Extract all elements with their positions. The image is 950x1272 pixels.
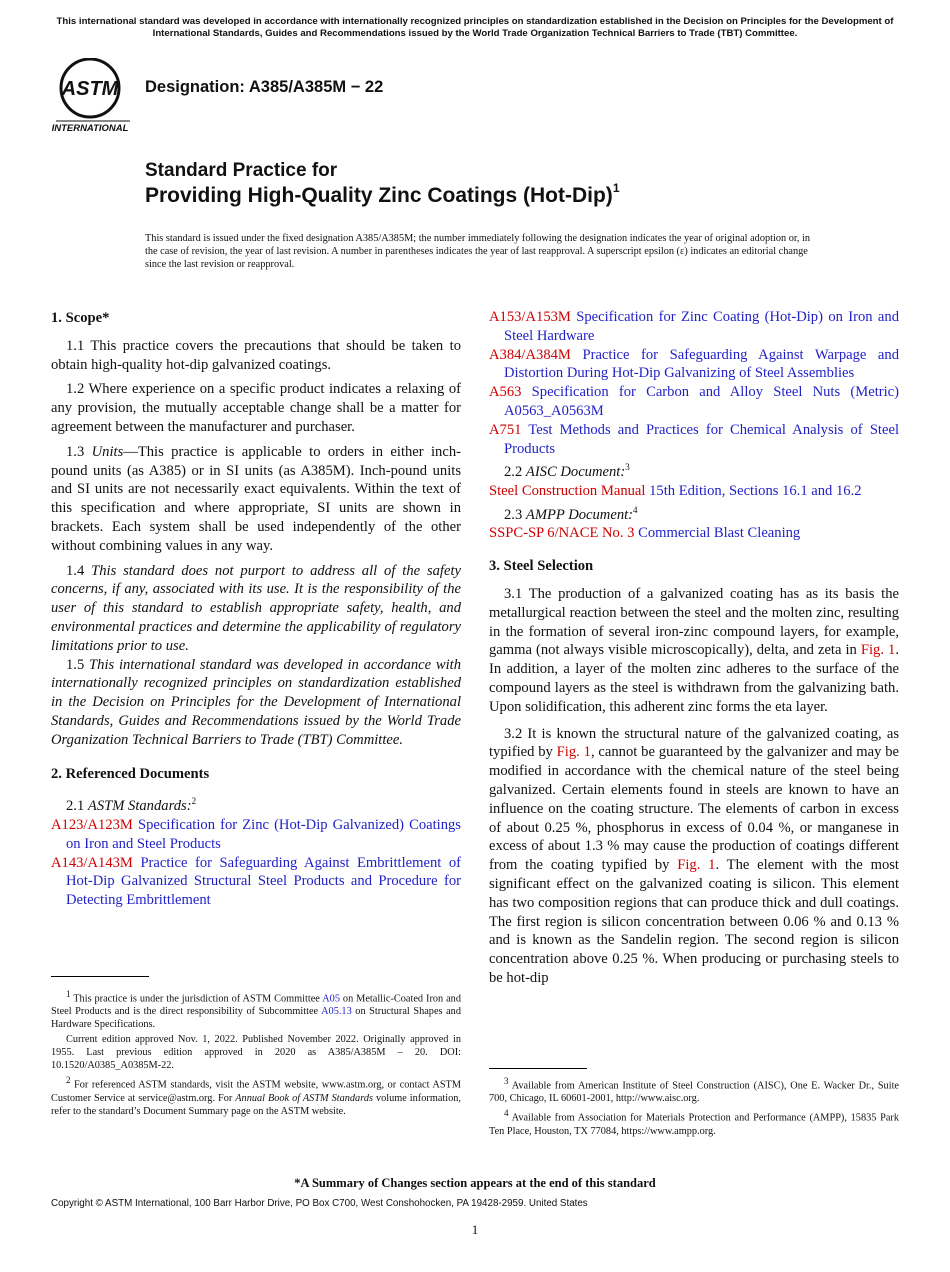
astm-standards-label: 2.1 ASTM Standards:$^2$: [66, 796, 197, 815]
reference-a751[interactable]: A751 Test Methods and Practices for Chemical Analysis of Steel Products: [489, 421, 899, 457]
fig-1-link[interactable]: Fig. 1: [677, 857, 716, 874]
footnote-1-edition: Current edition approved Nov. 1, 2022. Published November 2022. Originally approved in 1955. Last previous edition approved in 2020 as A385/A385M – 20. DOI: 10.1520/A0385_A0385M-22.: [51, 1034, 461, 1072]
issued-note: This standard is issued under the fixed designation A385/A385M; the number immediately following the designation indicates the year of original adoption or, in the case of revision, the year of last revision. A number in parentheses indicates the year of last reapproval. A superscript epsilon (ε) indicates an editorial change since the last revision or reapproval.: [145, 233, 811, 270]
footnote-rule-right: [489, 1068, 587, 1069]
para-1-1: 1.1 This practice covers the precautions that should be taken to obtain high-quality hot-dip galvanized coatings.: [51, 337, 461, 373]
reference-a384[interactable]: A384/A384M Practice for Safeguarding Against Warpage and Distortion During Hot-Dip Galvanizing of Steel Assemblies: [489, 346, 900, 382]
header-note: This international standard was developed in accordance with internationally recognized principles on standardization established in the Decision on Principles for the Development of International Standards, Guides and Recommendations issued by the World Trade Organization Technical Barriers to Trade (TBT) Committee.: [56, 16, 894, 39]
link-a05[interactable]: A05: [322, 993, 340, 1005]
reference-a563[interactable]: A563 Specification for Carbon and Alloy Steel Nuts (Metric) A0563_A0563M: [489, 384, 899, 419]
fig-1-link[interactable]: Fig. 1: [860, 642, 896, 659]
para-3-2: 3.2 It is known the structural nature of the galvanized coating, as typified by Fig. 1, cannot be guaranteed by the galvanizer and may be modified in accordance with the chemical nature of the steel being galvanized. Certain elements found in steels are known to have an influence on the coating structure. The elements of carbon in excess of about 0.25 %, phosphorus in excess of 0.04 %, or manganese in excess of about 1.3 % may cause the production of coatings different from the coating typified by Fig. 1. The element with the most significant effect on the galvanized coating is silicon. This element has two composition regions that can produce thick and dull coatings. The first region is silicon concentration between 0.06 % and 0.13 % and is known as the Sandelin region. The second region is silicon concentration above 0.25 %. When producing or purchasing steels to be hot-dip: [489, 725, 899, 987]
para-1-2: 1.2 Where experience on a specific product indicates a relaxing of any provision, the mutually acceptable change shall be a matter for agreement between the manufacturer and purchaser.: [51, 381, 461, 435]
fig-1-link[interactable]: Fig. 1: [556, 744, 591, 761]
footnote-1: $^1$ This practice is under the jurisdiction of ASTM Committee A05 on Metallic-Coated Iron and Steel Products and is the direct responsibility of Subcommittee A05.13 on Structural Shapes and Hardware Specifications.: [51, 989, 461, 1031]
section-3-heading: 3. Steel Selection: [489, 558, 594, 575]
footnote-4: $^4$ Available from Association for Materials Protection and Performance (AMPP), 15835 Park Ten Place, Houston, TX 77084, https://www.ampp.org.: [489, 1108, 899, 1137]
section-2-heading: 2. Referenced Documents: [51, 765, 210, 782]
title-line-1: Standard Practice for: [145, 160, 338, 181]
para-3-1: 3.1 The production of a galvanized coating has as its basis the metallurgical reaction between the steel and the molten zinc, resulting in the formation of several iron-zinc compound layers, for example, gamma (not always visible microscopically), delta, and zeta in Fig. 1. In addition, a layer of the molten zinc adheres to the surface of the compound layers as the steel is withdrawn from the galvanizing bath. Upon solidification, this adherent zinc forms the eta layer.: [489, 586, 899, 715]
summary-of-changes-note: *A Summary of Changes section appears at the end of this standard: [294, 1176, 656, 1190]
ampp-document-label: 2.3 AMPP Document:$^4$: [504, 504, 638, 523]
title-line-2: Providing High-Quality Zinc Coatings $(Hot-Dip)^1$: [145, 181, 620, 207]
astm-logo: [52, 58, 134, 134]
svg-text:INTERNATIONAL: INTERNATIONAL: [52, 123, 129, 134]
copyright: Copyright © ASTM International, 100 Barr Harbor Drive, PO Box C700, West Conshohocken, PA 19428-2959. United States: [51, 1198, 588, 1209]
reference-steel-construction-manual[interactable]: Steel Construction Manual 15th Edition, Sections 16.1 and 16.2: [489, 483, 862, 500]
link-a05-13[interactable]: A05.13: [321, 1006, 352, 1018]
reference-a123[interactable]: A123/A123M Specification for Zinc (Hot-Dip Galvanized) Coatings on Iron and Steel Products: [51, 816, 461, 852]
reference-a143[interactable]: A143/A143M Practice for Safeguarding Against Embrittlement of Hot-Dip Galvanized Structural Steel Products and Procedure for Detecting Embrittlement: [51, 854, 461, 909]
para-1-4: 1.4 This standard does not purport to address all of the safety concerns, if any, associated with its use. It is the responsibility of the user of this standard to establish appropriate safety, health, and environmental practices and determine the applicability of regulatory limitations prior to use.: [51, 562, 461, 654]
left-column: [51, 309, 461, 910]
footnotes-left: [51, 988, 461, 1120]
section-1-heading: 1. Scope*: [51, 310, 110, 326]
designation: Designation: A385/A385M − 22: [145, 78, 384, 96]
reference-a153[interactable]: A153/A153M Specification for Zinc Coating (Hot-Dip) on Iron and Steel Hardware: [489, 309, 899, 344]
page-number: 1: [471, 1222, 479, 1237]
aisc-document-label: 2.2 AISC Document:$^3$: [504, 462, 630, 481]
right-column: [489, 308, 899, 994]
reference-sspc-sp6[interactable]: SSPC-SP 6/NACE No. 3 Commercial Blast Cleaning: [489, 525, 801, 542]
svg-text:ASTM: ASTM: [61, 78, 119, 100]
footnote-rule-left: [51, 976, 149, 977]
footnote-3: $^3$ Available from American Institute of Steel Construction (AISC), One E. Wacker Dr., Suite 700, Chicago, IL 60601-2001, http://www.aisc.org.: [489, 1076, 899, 1105]
para-1-3: 1.3 Units—This practice is applicable to orders in either inch-pound units (as A385) or in SI units (as A385M). Inch-pound units and SI units are not necessarily exact equivalents. Within the text of this specification and where appropriate, SI units are shown in brackets. Each system shall be used independently of the other without combining values in any way.: [51, 443, 461, 554]
para-1-5: 1.5 This international standard was developed in accordance with internationally recognized principles on standardization established in the Decision on Principles for the Development of International Standards, Guides and Recommendations issued by the World Trade Organization Technical Barriers to Trade (TBT) Committee.: [51, 656, 462, 748]
footnote-2: $^2$ For referenced ASTM standards, visit the ASTM website, www.astm.org, or contact ASTM Customer Service at service@astm.org. For Annual Book of ASTM Standards volume information, refer to the standard’s Document Summary page on the ASTM website.: [51, 1075, 461, 1117]
footnotes-right: [489, 1075, 899, 1140]
